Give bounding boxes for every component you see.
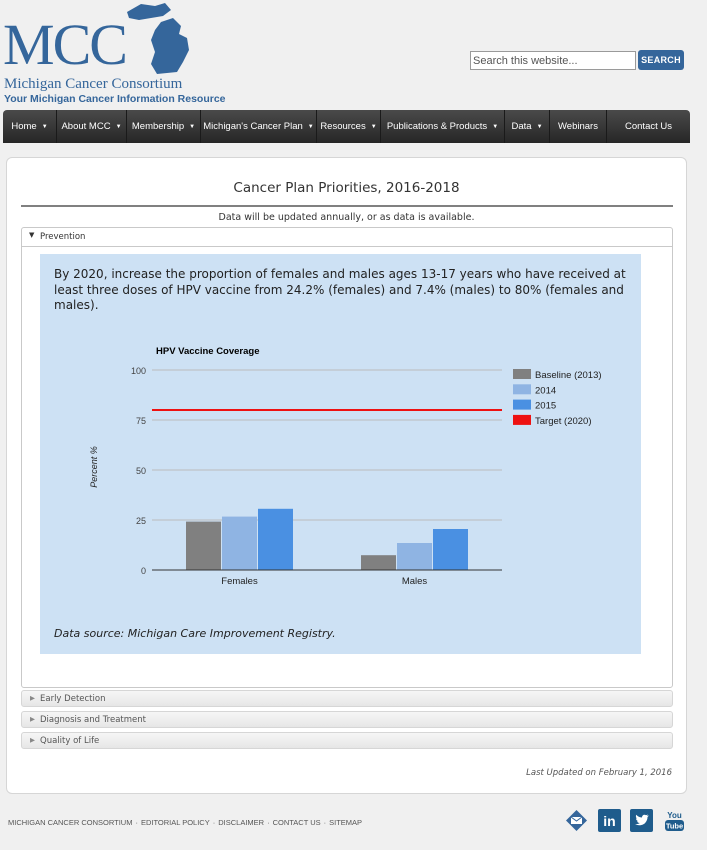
x-tick-label: Females <box>221 576 258 587</box>
triangle-right-icon: ▶ <box>30 694 35 702</box>
accordion-quality-of-life[interactable] <box>21 732 673 749</box>
nav-item-label: Webinars <box>558 121 598 132</box>
nav-item-contact-us[interactable] <box>607 110 690 143</box>
footer-separator: · <box>212 818 216 827</box>
linkedin-text: in <box>603 813 616 829</box>
logo-mcc-text: MCC <box>3 12 126 77</box>
site-header <box>0 0 707 110</box>
chart-title: HPV Vaccine Coverage <box>156 346 260 357</box>
footer-link-contact-us[interactable]: CONTACT US <box>272 818 321 827</box>
bar <box>186 522 221 570</box>
triangle-down-icon: ▼ <box>29 231 35 239</box>
nav-item-webinars[interactable] <box>550 110 607 143</box>
nav-item-membership[interactable] <box>127 110 201 143</box>
page-subtitle: Data will be updated annually, or as data is available. <box>218 212 475 223</box>
nav-item-label: Home <box>11 121 37 132</box>
footer-separator: · <box>135 818 138 827</box>
caret-down-icon: ▼ <box>307 123 314 130</box>
logo-tagline: Your Michigan Cancer Information Resource <box>4 93 226 105</box>
nav-item-label: Data <box>511 121 532 132</box>
accordion-header-prevention[interactable] <box>22 228 672 247</box>
legend-swatch <box>513 384 531 394</box>
plot-area <box>131 366 502 587</box>
nav-item-label: Michigan's Cancer Plan <box>203 121 303 132</box>
y-tick-label: 0 <box>140 566 146 576</box>
twitter-icon[interactable] <box>630 809 653 832</box>
footer-link-sitemap[interactable]: SITEMAP <box>329 818 363 827</box>
caret-down-icon: ▼ <box>189 123 196 130</box>
title-divider <box>21 205 673 207</box>
footer-separator: · <box>323 818 327 827</box>
legend-label: 2014 <box>535 385 557 397</box>
nav-item-label: Publications & Products <box>386 121 488 132</box>
y-tick-label: 75 <box>135 416 146 426</box>
bar <box>397 543 432 570</box>
youtube-icon[interactable] <box>663 809 686 832</box>
nav-item-label: Resources <box>320 121 366 132</box>
triangle-right-icon: ▶ <box>30 715 35 723</box>
footer-link-disclaimer[interactable]: DISCLAIMER <box>218 818 265 827</box>
nav-item-home[interactable] <box>3 110 57 143</box>
nav-item-label: Membership <box>131 121 185 132</box>
y-axis-label: Percent % <box>89 446 99 488</box>
legend-swatch <box>513 369 531 379</box>
youtube-text-you: You <box>667 811 682 820</box>
footer-links <box>8 818 362 827</box>
bar <box>258 509 293 570</box>
bar <box>222 517 257 570</box>
bar <box>433 529 468 570</box>
caret-down-icon: ▼ <box>492 123 499 130</box>
linkedin-icon[interactable] <box>598 809 621 832</box>
nav-item-label: Contact Us <box>625 121 672 132</box>
nav-item-about-mcc[interactable] <box>57 110 127 143</box>
data-source-note: Data source: Michigan Care Improvement Registry. <box>54 627 336 640</box>
page-title: Cancer Plan Priorities, 2016-2018 <box>233 180 460 196</box>
nav-item-publications[interactable] <box>381 110 505 143</box>
accordion-label: Diagnosis and Treatment <box>40 715 146 725</box>
main-nav <box>3 110 690 143</box>
accordion-label: Prevention <box>40 232 86 242</box>
footer-link-editorial-policy[interactable]: EDITORIAL POLICY <box>140 818 210 827</box>
accordion-diagnosis-treatment[interactable] <box>21 711 673 728</box>
x-tick-label: Males <box>401 576 428 587</box>
y-tick-label: 50 <box>135 466 146 476</box>
triangle-right-icon: ▶ <box>30 736 35 744</box>
nav-item-resources[interactable] <box>317 110 381 143</box>
legend-label: Target (2020) <box>535 415 592 427</box>
nav-item-data[interactable] <box>505 110 550 143</box>
search-button[interactable]: SEARCH <box>638 50 684 70</box>
logo-title: Michigan Cancer Consortium <box>4 76 183 92</box>
caret-down-icon: ▼ <box>41 123 48 130</box>
caret-down-icon: ▼ <box>115 123 122 130</box>
accordion-label: Quality of Life <box>40 736 100 746</box>
site-logo[interactable] <box>3 0 226 106</box>
legend-label: Baseline (2013) <box>535 370 602 381</box>
email-icon[interactable] <box>565 809 588 832</box>
accordion-label: Early Detection <box>40 694 106 704</box>
hpv-vaccine-chart <box>40 254 641 624</box>
y-tick-label: 25 <box>135 516 146 526</box>
bar <box>361 555 396 570</box>
accordion-early-detection[interactable] <box>21 690 673 707</box>
goal-statement: By 2020, increase the proportion of females and males ages 13-17 years who have received at least three doses of HPV vaccine from 24.2% (females) and 7.4% (males) to 80% (females and males). <box>54 267 626 312</box>
main-content <box>6 157 687 794</box>
footer-link-mcc[interactable]: MICHIGAN CANCER CONSORTIUM <box>8 818 133 827</box>
caret-down-icon: ▼ <box>536 123 543 130</box>
legend-label: 2015 <box>535 400 557 412</box>
youtube-text-tube: Tube <box>665 821 684 831</box>
accordion-prevention <box>21 227 673 688</box>
prevention-panel <box>40 254 641 654</box>
last-updated: Last Updated on February 1, 2016 <box>526 768 672 778</box>
michigan-map-icon <box>121 0 195 78</box>
legend-swatch <box>513 400 531 410</box>
chart-legend <box>513 369 602 427</box>
legend-swatch <box>513 415 531 425</box>
y-tick-label: 100 <box>130 366 146 376</box>
caret-down-icon: ▼ <box>370 123 377 130</box>
nav-item-cancer-plan[interactable] <box>201 110 317 143</box>
footer-separator: · <box>267 818 270 827</box>
nav-item-label: About MCC <box>61 121 111 132</box>
search-input[interactable] <box>470 51 636 70</box>
